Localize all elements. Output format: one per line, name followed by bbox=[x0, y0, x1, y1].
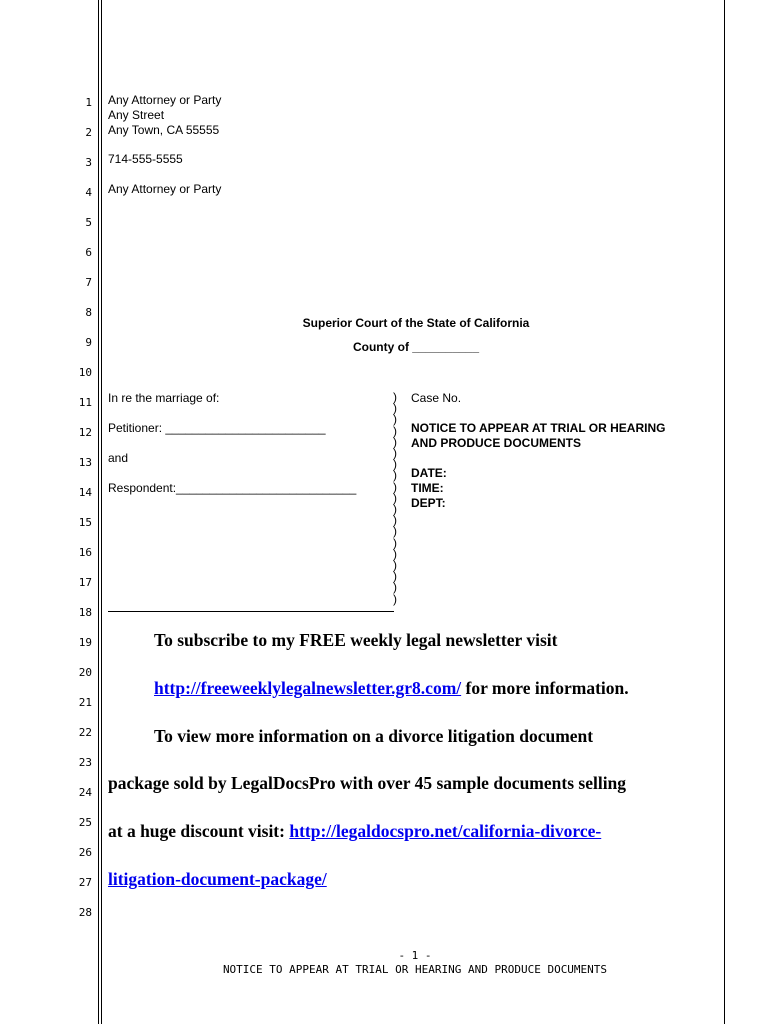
attorney-phone: 714-555-5555 bbox=[108, 152, 183, 166]
footer-page-number: - 1 - bbox=[398, 949, 432, 962]
caption-respondent: Respondent:___________________________ bbox=[108, 481, 357, 495]
line-number: 8 bbox=[85, 306, 92, 319]
left-margin-rule-outer bbox=[98, 0, 99, 1024]
attorney-name: Any Attorney or Party bbox=[108, 93, 222, 107]
caption-in-re: In re the marriage of: bbox=[108, 391, 220, 405]
line-number: 28 bbox=[78, 906, 92, 919]
line-number: 7 bbox=[85, 276, 92, 289]
line-number: 25 bbox=[78, 816, 92, 829]
attorney-street: Any Street bbox=[108, 108, 165, 122]
caption-underline bbox=[108, 611, 394, 612]
line-number: 6 bbox=[85, 246, 92, 259]
body-line-newsletter bbox=[154, 678, 629, 698]
caption-paren-column: ) ) ) ) ) ) ) ) ) ) ) ) ) ) ) ) ) ) ) bbox=[393, 390, 397, 606]
line-number: 24 bbox=[78, 786, 92, 799]
body-line-subscribe: To subscribe to my FREE weekly legal newsletter visit bbox=[154, 630, 558, 650]
line-number: 3 bbox=[85, 156, 92, 169]
attorney-for: Any Attorney or Party bbox=[108, 182, 222, 196]
line-number: 15 bbox=[78, 516, 92, 529]
line-number: 5 bbox=[85, 216, 92, 229]
line-number: 11 bbox=[78, 396, 92, 409]
package-link-part2[interactable]: litigation-document-package/ bbox=[108, 869, 327, 889]
line-number: 21 bbox=[78, 696, 92, 709]
body-line-package: package sold by LegalDocsPro with over 45 sample documents selling bbox=[108, 773, 627, 793]
newsletter-suffix: for more information. bbox=[461, 678, 629, 698]
caption-and: and bbox=[108, 451, 129, 465]
line-number: 2 bbox=[85, 126, 92, 139]
line-number: 17 bbox=[78, 576, 92, 589]
line-number: 14 bbox=[78, 486, 92, 499]
line-number: 23 bbox=[78, 756, 92, 769]
document-title-line2: AND PRODUCE DOCUMENTS bbox=[411, 436, 582, 450]
line-number: 26 bbox=[78, 846, 92, 859]
court-county: County of __________ bbox=[352, 340, 480, 354]
newsletter-link[interactable]: http://freeweeklylegalnewsletter.gr8.com/ bbox=[154, 678, 462, 698]
body-line-discount bbox=[108, 821, 601, 841]
hearing-date-label: DATE: bbox=[411, 466, 447, 480]
left-margin-rule-inner bbox=[101, 0, 102, 1024]
line-number: 9 bbox=[85, 336, 92, 349]
case-number-label: Case No. bbox=[411, 391, 462, 405]
hearing-dept-label: DEPT: bbox=[411, 496, 446, 510]
body-line-package-link bbox=[108, 869, 327, 889]
line-number: 13 bbox=[78, 456, 92, 469]
body-line-view-more: To view more information on a divorce litigation document bbox=[154, 726, 594, 746]
document-title-line1: NOTICE TO APPEAR AT TRIAL OR HEARING bbox=[411, 421, 666, 435]
discount-prefix: at a huge discount visit: bbox=[108, 821, 290, 841]
line-number: 10 bbox=[78, 366, 92, 379]
line-number: 1 bbox=[85, 96, 92, 109]
line-number: 27 bbox=[78, 876, 92, 889]
right-margin-rule bbox=[724, 0, 725, 1024]
line-number: 22 bbox=[78, 726, 92, 739]
line-number: 19 bbox=[78, 636, 92, 649]
hearing-time-label: TIME: bbox=[411, 481, 444, 495]
line-number: 18 bbox=[78, 606, 92, 619]
package-link-part1[interactable]: http://legaldocspro.net/california-divorce- bbox=[289, 821, 602, 841]
attorney-city: Any Town, CA 55555 bbox=[108, 123, 220, 137]
line-number: 12 bbox=[78, 426, 92, 439]
line-number: 20 bbox=[78, 666, 92, 679]
line-number: 16 bbox=[78, 546, 92, 559]
caption-petitioner: Petitioner: ________________________ bbox=[108, 421, 326, 435]
line-number: 4 bbox=[85, 186, 92, 199]
footer-title: NOTICE TO APPEAR AT TRIAL OR HEARING AND PRODUCE DOCUMENTS bbox=[222, 963, 608, 976]
court-name: Superior Court of the State of California bbox=[302, 316, 530, 330]
